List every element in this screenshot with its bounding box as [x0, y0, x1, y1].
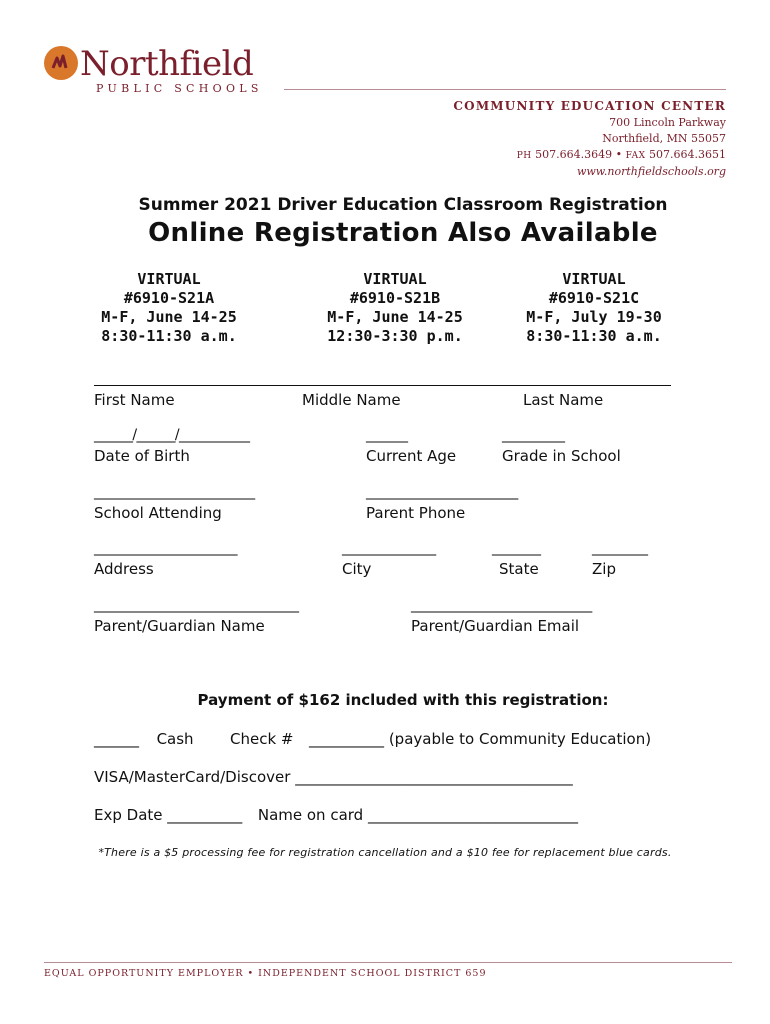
session-code: #6910-S21C: [548, 289, 640, 307]
exp-date-field[interactable]: __________: [167, 806, 243, 824]
logo-wordmark: Northfield: [80, 44, 254, 84]
age-label: Current Age: [366, 447, 457, 465]
exp-label: Exp Date: [94, 806, 163, 824]
grade-label: Grade in School: [502, 447, 621, 465]
grade-field[interactable]: _________: [502, 427, 565, 443]
check-note: (payable to Community Education): [388, 730, 652, 748]
phone-number: 507.664.3649: [535, 148, 613, 161]
city-field[interactable]: ______________: [342, 540, 436, 556]
session-dates: M-F, June 14-25: [101, 308, 237, 326]
session-code: #6910-S21B: [349, 289, 441, 307]
center-title: COMMUNITY EDUCATION CENTER: [453, 99, 726, 113]
guardian-email-label: Parent/Guardian Email: [411, 617, 580, 635]
logo-subtitle: PUBLIC SCHOOLS: [96, 82, 263, 95]
guardian-name-label: Parent/Guardian Name: [94, 617, 265, 635]
address-line-2: Northfield, MN 55057: [602, 132, 726, 145]
contact-block: [453, 98, 726, 180]
full-name-field[interactable]: [94, 370, 671, 386]
check-label: Check #: [230, 730, 294, 748]
session-mode: VIRTUAL: [562, 270, 626, 288]
cash-label: Cash: [156, 730, 194, 748]
website-link[interactable]: www.northfieldschools.org: [576, 165, 726, 178]
fee-note: *There is a $5 processing fee for registration cancellation and a $10 fee for replacement blue cards.: [98, 846, 672, 859]
footer-divider: [44, 962, 732, 963]
address-field[interactable]: ______________________: [94, 540, 237, 556]
cash-field[interactable]: ______: [94, 730, 139, 748]
dob-label: Date of Birth: [94, 447, 190, 465]
guardian-email-field[interactable]: ___________________________: [411, 597, 592, 613]
middle-name-label: Middle Name: [302, 391, 401, 409]
address-line-1: 700 Lincoln Parkway: [609, 116, 726, 129]
session-c: [494, 270, 694, 346]
payment-title: Payment of $162 included with this registration:: [197, 691, 609, 709]
session-code: #6910-S21A: [123, 289, 215, 307]
session-dates: M-F, July 19-30: [526, 308, 662, 326]
name-on-card-label: Name on card: [257, 806, 364, 824]
address-label: Address: [94, 560, 154, 578]
separator: •: [615, 148, 623, 161]
cash-row: [94, 730, 194, 748]
name-on-card-field[interactable]: ____________________________: [367, 806, 578, 824]
last-name-label: Last Name: [523, 391, 604, 409]
first-name-label: First Name: [94, 391, 175, 409]
dob-field[interactable]: ______/______/___________: [94, 427, 250, 443]
check-number-field[interactable]: __________: [309, 730, 385, 748]
fax-label: FAX: [625, 151, 646, 161]
state-field[interactable]: _______: [492, 540, 541, 556]
session-time: 8:30-11:30 a.m.: [101, 327, 237, 345]
state-label: State: [499, 560, 539, 578]
school-label: School Attending: [94, 504, 222, 522]
phone-fax-line: [453, 147, 726, 164]
age-field[interactable]: ______: [366, 427, 408, 443]
session-mode: VIRTUAL: [137, 270, 201, 288]
phone-label: PH: [516, 151, 532, 161]
header-divider: [284, 89, 726, 90]
form-subtitle: Online Registration Also Available: [148, 218, 658, 248]
session-dates: M-F, June 14-25: [327, 308, 463, 326]
zip-field[interactable]: ________: [592, 540, 648, 556]
school-field[interactable]: ________________________: [94, 484, 255, 500]
parent-phone-label: Parent Phone: [366, 504, 466, 522]
logo-flame-icon: [44, 46, 78, 80]
footer-text: EQUAL OPPORTUNITY EMPLOYER • INDEPENDENT SCHOOL DISTRICT 659: [44, 968, 487, 979]
card-row: [94, 768, 573, 786]
session-time: 12:30-3:30 p.m.: [327, 327, 463, 345]
session-a: [69, 270, 269, 346]
session-time: 8:30-11:30 a.m.: [526, 327, 662, 345]
guardian-name-field[interactable]: _______________________________: [94, 597, 299, 613]
fax-number: 507.664.3651: [649, 148, 726, 161]
session-mode: VIRTUAL: [363, 270, 427, 288]
session-b: [295, 270, 495, 346]
parent-phone-field[interactable]: _______________________: [366, 484, 518, 500]
exp-row: [94, 806, 578, 824]
zip-label: Zip: [592, 560, 616, 578]
check-row: [230, 730, 651, 748]
city-label: City: [342, 560, 372, 578]
form-title: Summer 2021 Driver Education Classroom Registration: [138, 195, 668, 215]
card-label: VISA/MasterCard/Discover: [94, 768, 291, 786]
card-number-field[interactable]: _____________________________________: [295, 768, 573, 786]
